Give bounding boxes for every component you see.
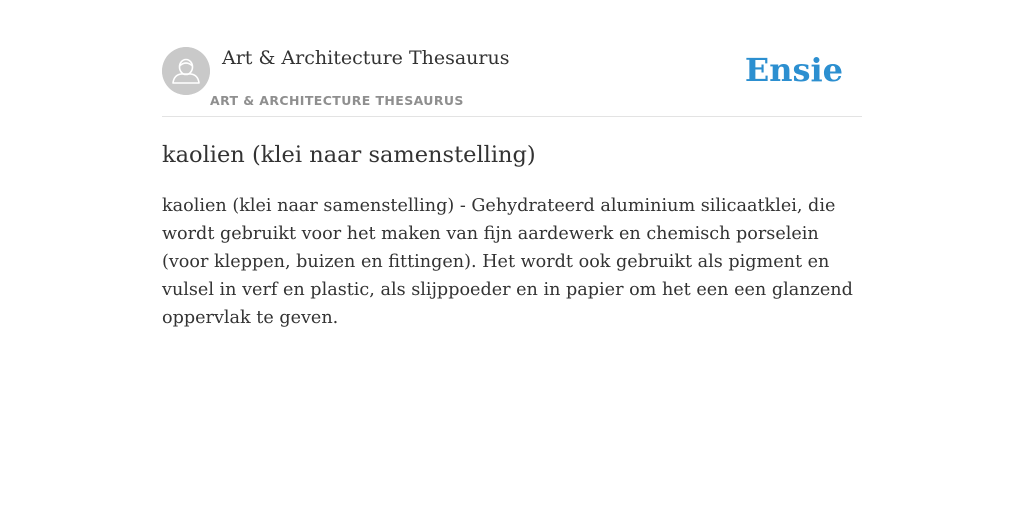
author-name-link[interactable]: Art & Architecture Thesaurus xyxy=(222,47,510,69)
entry-title: kaolien (klei naar samenstelling) xyxy=(162,142,536,168)
avatar[interactable] xyxy=(162,47,210,95)
entry-definition: kaolien (klei naar samenstelling) - Gehydrateerd aluminium silicaatklei, die wordt gebruikt voor het maken van fijn aardewerk en chemisch porselein (voor kleppen, buizen en fittingen). Het wordt ook gebruikt als pigment en vulsel in verf en plastic, als slijppoeder en in papier om het een een glanzend oppervlak te geven. xyxy=(162,196,853,328)
ensie-logo-link[interactable]: Ensie xyxy=(744,51,843,89)
entry-header xyxy=(162,0,862,117)
user-avatar-icon xyxy=(162,47,210,95)
page-content xyxy=(162,0,862,512)
source-label: ART & ARCHITECTURE THESAURUS xyxy=(210,93,464,108)
